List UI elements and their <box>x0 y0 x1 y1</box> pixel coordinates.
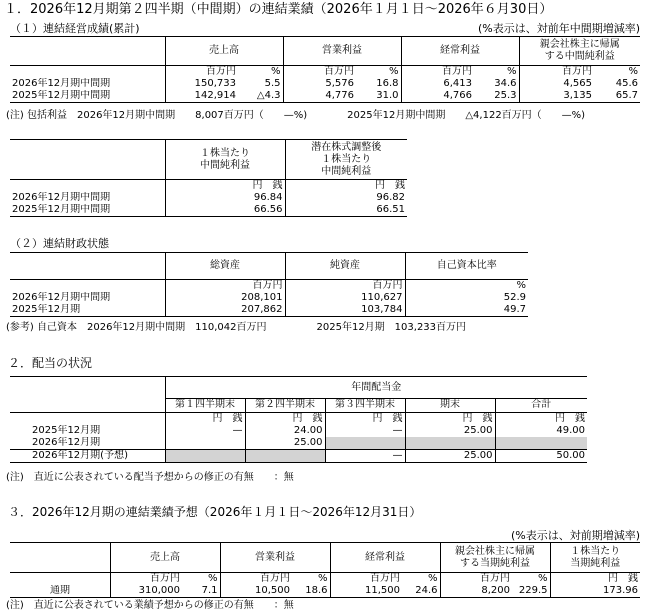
cell: 208,101 <box>165 292 285 304</box>
cell-shaded <box>165 450 245 463</box>
unit-mil: 百万円 <box>440 573 512 586</box>
unit-mil: 百万円 <box>519 66 594 79</box>
cell: 31.0 <box>356 90 401 103</box>
cell: 173.96 <box>550 585 640 598</box>
unit-yen: 円 銭 <box>495 413 587 426</box>
cell: 25.3 <box>474 90 519 103</box>
unit-mil: 百万円 <box>110 573 182 586</box>
cell: 34.6 <box>494 78 517 89</box>
cell: 25.00 <box>405 425 495 437</box>
unit-pct: % <box>427 573 438 584</box>
unit-yen: 円 銭 <box>245 413 325 426</box>
header-eps: １株当たり 中間純利益 <box>165 140 285 180</box>
cell: 150,733 <box>165 78 238 90</box>
header-total-assets: 総資産 <box>165 253 285 280</box>
cell: 229.5 <box>512 585 550 598</box>
unit-pct: % <box>317 573 328 584</box>
row-label: 2025年12月期中間期 <box>10 204 165 217</box>
row-label: 2026年12月期中間期 <box>12 192 111 203</box>
cell: 4,565 <box>519 78 594 90</box>
header-year-end: 期末 <box>405 399 495 413</box>
row-label: 2025年12月期 <box>10 304 165 317</box>
unit-pct: % <box>506 66 517 77</box>
header-blank <box>10 37 165 66</box>
table-row <box>10 437 587 450</box>
header-operating-income: 営業利益 <box>283 37 401 66</box>
table-row <box>10 78 640 90</box>
cell-shaded <box>325 437 405 450</box>
header-equity-ratio: 自己資本比率 <box>405 253 528 280</box>
row-label: 2026年12月期中間期 <box>12 78 111 89</box>
header-ordinary-income: 経常利益 <box>401 37 519 66</box>
section3-title: ２．配当の状況 <box>8 356 93 370</box>
forecast-table <box>10 542 640 598</box>
table-row <box>10 425 587 437</box>
cell-shaded <box>245 450 325 463</box>
header-q2: 第２四半期末 <box>245 399 325 413</box>
unit-pct: % <box>628 66 638 77</box>
cell: 11,500 <box>330 585 402 598</box>
cell: — <box>325 450 405 463</box>
header-net-income: 親会社株主に帰属 する当期純利益 <box>440 543 550 573</box>
cell: 5.5 <box>264 78 281 89</box>
unit-pct: % <box>270 66 281 77</box>
cell-shaded <box>495 437 587 450</box>
unit-pct: % <box>537 573 548 584</box>
cell: 24.00 <box>245 425 325 437</box>
operating-results-table <box>10 36 640 103</box>
cell: 3,135 <box>519 90 594 103</box>
cell: 49.00 <box>495 425 587 437</box>
cell: 96.82 <box>285 192 407 204</box>
cell: 310,000 <box>110 585 182 598</box>
header-annual-dividends: 年間配当金 <box>165 377 587 399</box>
unit-yen: 円 銭 <box>165 413 245 426</box>
row-label: 2025年12月期中間期 <box>10 90 165 103</box>
cell: — <box>325 425 405 437</box>
cell: 10,500 <box>220 585 292 598</box>
unit-mil: 百万円 <box>220 573 292 586</box>
cell <box>165 437 245 450</box>
header-q1: 第１四半期末 <box>165 399 245 413</box>
cell: △4.3 <box>238 90 283 103</box>
cell: 25.00 <box>405 450 495 463</box>
header-operating-income: 営業利益 <box>220 543 330 573</box>
table-row <box>10 304 528 317</box>
cell: 5,576 <box>283 78 356 90</box>
cell: 66.56 <box>165 204 285 217</box>
header-q3: 第３四半期末 <box>325 399 405 413</box>
unit-yen: 円 銭 <box>285 180 407 193</box>
cell: 18.6 <box>292 585 330 598</box>
section4-pct-note: (%表示は、対前期増減率) <box>510 529 640 542</box>
header-diluted-eps: 潜在株式調整後 １株当たり 中間純利益 <box>285 140 407 180</box>
section2-subtitle: （２）連結財政状態 <box>10 237 109 250</box>
row-label: 2025年12月期 <box>32 425 101 436</box>
table-row <box>10 192 407 204</box>
cell: 25.00 <box>245 437 325 450</box>
unit-mil: 百万円 <box>330 573 402 586</box>
table-row <box>10 90 640 103</box>
unit-yen: 円 銭 <box>165 180 285 193</box>
cell: 16.8 <box>376 78 399 89</box>
header-eps: １株当たり 当期純利益 <box>550 543 640 573</box>
cell: 24.6 <box>402 585 440 598</box>
unit-mil: 百万円 <box>401 66 474 79</box>
unit: % <box>405 280 528 293</box>
cell: 4,766 <box>401 90 474 103</box>
cell: 207,862 <box>165 304 285 317</box>
dividend-revision-note: (注) 直近に公表されている配当予想からの修正の有無 ：無 <box>6 472 294 483</box>
section4-title: ３．2026年12月期の連結業績予想（2026年１月１日～2026年12月31日） <box>8 505 422 519</box>
forecast-revision-note: (注) 直近に公表されている業績予想からの修正の有無 ：無 <box>6 600 294 611</box>
section1-pct-note: (%表示は、対前年中間期増減率) <box>477 22 640 35</box>
row-label: 通期 <box>10 585 110 598</box>
header-net-income: 親会社株主に帰属 する中間純利益 <box>519 37 640 66</box>
row-label: 2026年12月期 <box>10 437 165 450</box>
unit-pct: % <box>388 66 399 77</box>
cell: — <box>165 425 245 437</box>
cell: 49.7 <box>405 304 528 317</box>
equity-reference-note: (参考) 自己資本 2026年12月期中間期 110,042百万円 2025年12月期 103,233百万円 <box>6 322 467 333</box>
cell-shaded <box>405 437 495 450</box>
header-sales: 売上高 <box>110 543 220 573</box>
row-label: 2026年12月期(予想) <box>10 450 165 463</box>
section1-subtitle: （１）連結経営成績(累計) <box>10 22 140 35</box>
cell: 96.84 <box>165 192 285 204</box>
unit-yen: 円 銭 <box>550 573 640 586</box>
eps-table <box>10 139 407 217</box>
cell: 52.9 <box>405 292 528 304</box>
cell: 7.1 <box>182 585 220 598</box>
cell: 6,413 <box>401 78 474 90</box>
financial-position-table <box>10 252 528 317</box>
header-ordinary-income: 経常利益 <box>330 543 440 573</box>
unit-mil: 百万円 <box>165 66 238 79</box>
cell: 110,627 <box>285 292 405 304</box>
cell: 66.51 <box>285 204 407 217</box>
table-row <box>10 585 640 598</box>
unit: 百万円 <box>165 280 285 293</box>
unit-yen: 円 銭 <box>405 413 495 426</box>
dividends-table <box>10 376 587 463</box>
cell: 50.00 <box>495 450 587 463</box>
table-row <box>10 450 587 463</box>
table-row <box>10 292 528 304</box>
section1-title: １．2026年12月期第２四半期（中間期）の連結業績（2026年１月１日～2026年６月30日） <box>4 2 553 17</box>
unit-mil: 百万円 <box>283 66 356 79</box>
header-net-assets: 純資産 <box>285 253 405 280</box>
cell: 65.7 <box>594 90 640 103</box>
unit-pct: % <box>207 573 218 584</box>
header-sales: 売上高 <box>165 37 283 66</box>
cell: 4,776 <box>283 90 356 103</box>
unit-yen: 円 銭 <box>325 413 405 426</box>
cell: 8,200 <box>440 585 512 598</box>
cell: 142,914 <box>165 90 238 103</box>
header-total: 合計 <box>495 399 587 413</box>
table-row <box>10 204 407 217</box>
row-label: 2026年12月期中間期 <box>12 292 111 303</box>
cell: 103,784 <box>285 304 405 317</box>
cell: 45.6 <box>615 78 638 89</box>
unit: 百万円 <box>285 280 405 293</box>
comprehensive-income-note: (注) 包括利益 2026年12月期中間期 8,007百万円（ —%) 2025年12月期中間期 △4,122百万円（ —%) <box>6 110 586 121</box>
